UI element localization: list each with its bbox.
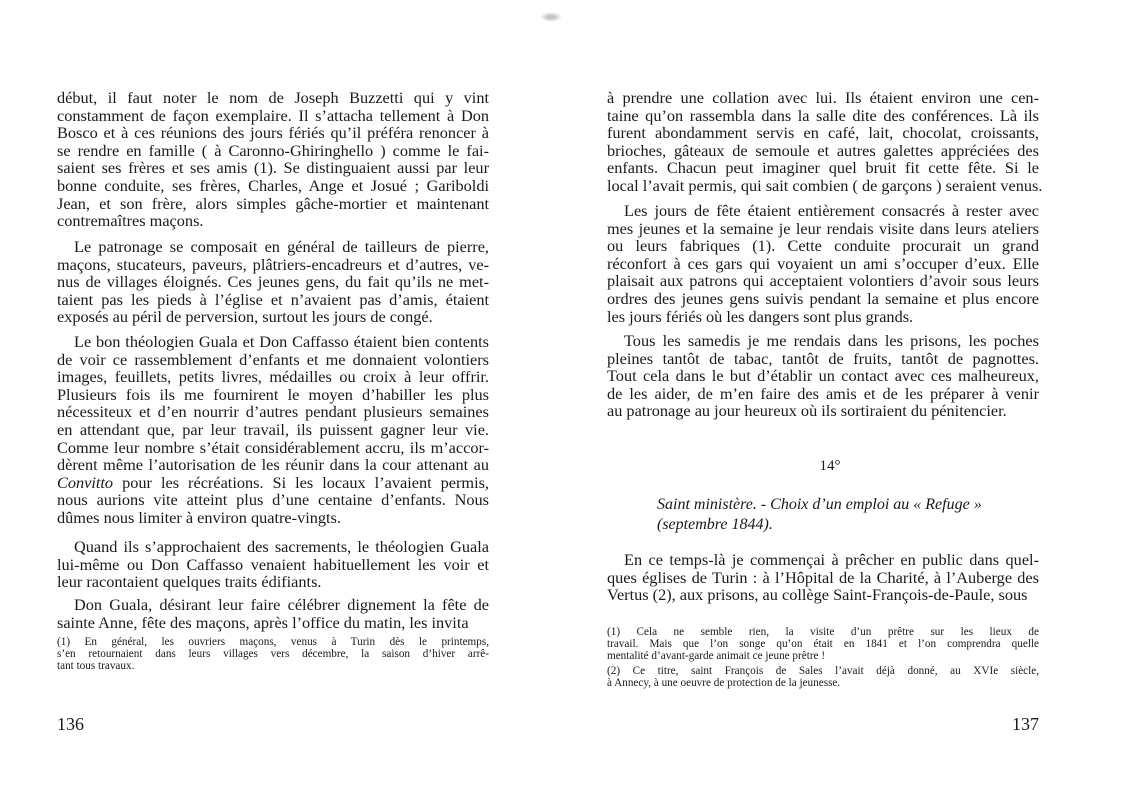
text-line: nécessiteux et d’en nourrir d’autres pendant plusieurs semaines <box>57 402 489 422</box>
paragraph <box>607 332 1039 420</box>
text-line: ques églises de Turin : à l’Hôpital de la Charité, à l’Auberge des <box>607 567 1039 587</box>
text-line: Jean, et son frère, alors simples gâche-mortier et maintenant <box>57 193 489 213</box>
paragraph <box>57 238 489 326</box>
text-line: Tout cela dans le but d’établir un contact avec ces malheureux, <box>607 366 1039 386</box>
text-line: lui-même ou Don Caffasso venaient habituellement les voir et <box>57 554 489 574</box>
footnote <box>607 626 1039 662</box>
scan-smudge <box>540 12 562 22</box>
text-line: Le bon théologien Guala et Don Caffasso étaient bien contents <box>74 332 489 351</box>
page-number: 136 <box>57 714 84 734</box>
footnote-line: (1) Cela ne semble rien, la visite d’un prêtre sur les lieux de <box>607 626 1039 638</box>
text-line: de les aider, de m’en faire des amis et de les préparer à venir <box>607 383 1039 403</box>
text-line: maçons, stucateurs, paveurs, plâtriers-encadreurs et d’autres, ve- <box>57 254 489 274</box>
paragraph <box>57 333 489 527</box>
text-line: au patronage au jour heureux où ils sortiraient du pénitencier. <box>607 401 1007 421</box>
text-line: enfants. Chacun peut imaginer quel bruit fit cette fête. Si le <box>607 158 1039 178</box>
text-line: de voir ce rassemblement d’enfants et me donnaient volontiers <box>57 349 489 369</box>
paragraph <box>57 538 489 591</box>
text-line: Don Guala, désirant leur faire célébrer dignement la fête de <box>74 595 489 614</box>
text-line: Les jours de fête étaient entièrement consacrés à rester avec <box>624 201 1039 220</box>
footnote-line: (1) En général, les ouvriers maçons, venus à Turin dès le printemps, <box>57 636 489 648</box>
footnote-line: mentalité d’avant-garde animait ce jeune prêtre ! <box>607 650 826 662</box>
text-line: Vertus (2), aux prisons, au collège Saint-François-de-Paule, sous <box>607 585 1028 605</box>
text-line: Bosco et à ces réunions des jours fériés qu’il préféra renoncer à <box>57 123 489 143</box>
footnote-line: (2) Ce titre, saint François de Sales l’avait déjà donné, au XVIe siècle, <box>607 665 1039 677</box>
chapter-number: 14° <box>819 458 841 474</box>
text-line: Le patronage se composait en général de tailleurs de pierre, <box>74 237 489 256</box>
footnote <box>57 636 489 672</box>
text-line: ou leurs fabriques (1). Cette conduite procurait un grand <box>607 236 1039 256</box>
paragraph <box>57 596 489 631</box>
left-page <box>57 0 489 794</box>
text-line: début, il faut noter le nom de Joseph Buzzetti qui y vint <box>57 88 489 107</box>
text-line: bonne conduite, ses frères, Charles, Ange et Josué ; Gariboldi <box>57 175 489 195</box>
text-line: Comme leur nombre s’était considérablement accru, ils m’accor- <box>57 437 489 457</box>
footnote-line: à Annecy, à une oeuvre de protection de la jeunesse. <box>607 677 841 689</box>
text-line: images, feuillets, petits livres, médailles ou croix à leur offrir. <box>57 367 489 387</box>
text-line: mes jeunes et la semaine je leur rendais visite dans leurs ateliers <box>607 218 1039 238</box>
text-line: plaisait aux patrons qui acceptaient volontiers d’avoir sous leurs <box>607 271 1039 291</box>
footnote-line: travail. Mais que l’on songe qu’on était en 1841 et l’on comprendra quelle <box>607 638 1039 650</box>
text-line: les jours fériés où les dangers sont plus grands. <box>607 306 914 326</box>
chapter-heading-line: Saint ministère. - Choix d’un emploi au « Refuge » <box>657 496 982 513</box>
text-line: ordres des jeunes gens suivis pendant la semaine et plus encore <box>607 288 1039 308</box>
text-line: furent abondamment servis en café, lait, chocolat, croissants, <box>607 123 1039 143</box>
text-line: Plusieurs fois ils me fournirent le moyen d’habiller les plus <box>57 384 489 404</box>
footnote-line: tant tous travaux. <box>57 660 135 672</box>
text-line: en attendant que, par leur travail, ils puissent gagner leur vie. <box>57 419 489 439</box>
text-line: pleines tantôt de tabac, tantôt de fruits, tantôt de pagnottes. <box>607 348 1039 368</box>
text-line: leur racontaient quelques traits édifiants. <box>57 572 322 592</box>
paragraph <box>607 551 1039 604</box>
text-line: réconfort à ces gars qui voyaient un ami s’occuper d’eux. Elle <box>607 253 1039 273</box>
text-line: constamment de façon exemplaire. Il s’attacha tellement à Don <box>57 105 489 125</box>
text-line: saient ses frères et ses amis (1). Se distinguaient aussi par leur <box>57 158 489 178</box>
text-line: sainte Anne, fête des maçons, après l’office du matin, les invita <box>57 612 469 632</box>
text-line: se rendre en famille ( à Caronno-Ghiringhello ) comme le fai- <box>57 140 489 160</box>
text-line: nus de villages éloignés. Ces jeunes gens, du fait qu’ils ne met- <box>57 272 489 292</box>
text-line: Tous les samedis je me rendais dans les prisons, les poches <box>624 331 1039 350</box>
text-line: dûmes nous limiter à environ quatre-vingts. <box>57 507 341 527</box>
paragraph <box>57 89 489 230</box>
text-line: Convitto pour les récréations. Si les locaux l’avaient permis, <box>57 472 489 492</box>
text-line: taine qu’on rassembla dans la salle dite des conférences. Là ils <box>607 105 1039 125</box>
text-line: taient pas les pieds à l’église et n’avaient pas d’amis, étaient <box>57 289 489 309</box>
text-line: exposés au péril de perversion, surtout les jours de congé. <box>57 307 433 327</box>
text-line: En ce temps-là je commençai à prêcher en public dans quel- <box>624 550 1039 569</box>
text-line: dèrent même l’autorisation de les réunir dans la cour attenant au <box>57 455 489 475</box>
paragraph <box>607 88 1043 195</box>
paragraph <box>607 202 1039 325</box>
text-line: Quand ils s’approchaient des sacrements, le théologien Guala <box>74 537 489 556</box>
chapter-heading-line: (septembre 1844). <box>657 516 773 533</box>
text-line: local l’avait permis, qui sait combien ( de garçons ) seraient venus. <box>607 175 1043 195</box>
right-page <box>607 0 1043 794</box>
text-line: à prendre une collation avec lui. Ils étaient environ une cen- <box>607 88 1039 107</box>
text-line: nous aurions vite atteint plus d’une centaine d’enfants. Nous <box>57 490 489 510</box>
chapter-heading <box>657 495 982 535</box>
text-line: brioches, gâteaux de semoule et autres galettes appréciées des <box>607 140 1039 160</box>
footnote-line: s’en retournaient dans leurs villages vers décembre, la saison d’hiver arrê- <box>57 648 489 660</box>
text-line: contremaîtres maçons. <box>57 211 204 231</box>
footnote <box>607 665 1039 689</box>
italic-word: Convitto <box>57 472 114 492</box>
page-number: 137 <box>1012 714 1039 734</box>
